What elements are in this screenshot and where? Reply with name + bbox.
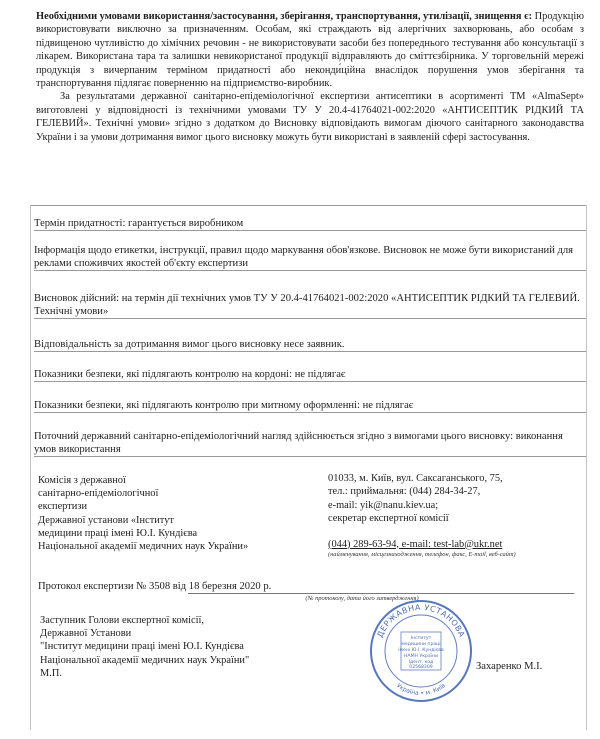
validity-row: Висновок дійсний: на термін дії технічних умов ТУ У 20.4-41764021-002:2020 «АНТИСЕПТИК РІДКИЙ ТА ГЕЛЕВИЙ. Технічні умови» xyxy=(34,292,586,319)
signatory-block xyxy=(40,614,340,680)
customs-control-row: Показники безпеки, які підлягають контролю при митному оформленні: не підлягає xyxy=(34,399,586,413)
stamp-inner-line: НАМН України xyxy=(403,654,439,659)
usage-conditions xyxy=(36,10,584,90)
usage-conditions-body: Продукцію використовувати виключно за призначенням. Особам, які страждають від алергічних захворювань, або особам з підвищеною чутливістю до хімічних речовин - не використовувати засоби без попереднього тестування або консультації з лікарем. Використана тара та залишки невикористаної продукції відправляють до сміттєзбірника. У торговельній мережі продукція з вичерпаним терміном придатності або неконди́ційна внаслідок порушення умов зберігання та транспортування підлягає поверненню на підприємство-виробник. xyxy=(36,11,584,90)
commission-line: Національної академії медичних наук України» xyxy=(38,541,249,553)
intro-section xyxy=(36,10,584,144)
frame-top-border xyxy=(30,205,587,206)
border-control-row: Показники безпеки, які підлягають контролю на кордоні: не підлягає xyxy=(34,368,586,382)
signatory-line: "Інститут медицини праці імені Ю.І. Кундієва xyxy=(40,641,244,653)
seal-place-label: М.П. xyxy=(40,667,62,679)
responsibility-row: Відповідальність за дотримання вимог цього висновку несе заявник. xyxy=(34,338,586,352)
stamp-inner-line: імені Ю.І. Кундієва xyxy=(398,648,444,653)
commission-address: 01033, м. Київ, вул. Саксаганського, 75, xyxy=(328,473,503,484)
supervision-row: Поточний державний санітарно-епідеміологічний нагляд здійснюється згідно з вимогами цього висновку: виконання умов використання xyxy=(34,430,586,457)
secretary-contacts: (044) 289-63-94, e-mail: test-lab@ukr.net xyxy=(328,538,503,550)
expertise-conclusion: За результатами державної санітарно-епідеміологічної експертизи антисептики в асортименті ТМ «AlmaSept» виготовлені у відповідності із технічними умовами ТУ У 20.4-41764021-002:2020 «АНТИСЕПТИК РІДКИЙ ТА ГЕЛЕВИЙ». Технічні умови» згідно з додатком до Висновку відповідають вимогам діючого санітарного законодавства України і за умови дотримання вимог цього висновку можуть бути використані в заявленій сфері застосування. xyxy=(36,91,584,143)
stamp-inner-line: медицини праці xyxy=(401,642,441,647)
labeling-row: Інформація щодо етикетки, інструкції, правил щодо маркування обов'язкове. Висновок не може бути використаний для реклами споживчих якостей об'єкту експертизи xyxy=(34,244,586,271)
frame-left-border xyxy=(30,205,31,730)
stamp-bottom-text: Україна • м. Київ xyxy=(395,682,447,698)
contacts-note: (найменування, місцезнаходження, телефон, факс, E-mail, веб-сайт) xyxy=(328,551,516,559)
commission-line: експертизи xyxy=(38,501,88,513)
commission-secretary: секретар експертної комісії xyxy=(328,513,449,525)
protocol-note: (№ протоколу, дата його затвердження) xyxy=(305,595,419,602)
commission-line: Державної установи «Інститут xyxy=(38,514,174,526)
shelf-life-row: Термін придатності: гарантується виробником xyxy=(34,217,586,231)
stamp-outer-text: ДЕРЖАВНА УСТАНОВА xyxy=(375,602,467,639)
protocol-underline xyxy=(188,593,574,594)
usage-conditions-heading: Необхідними умовами використання/застосування, зберігання, транспортування, утилізації, знищення є: xyxy=(36,11,533,22)
commission-phone: тел.: приймальня: (044) 284-34-27, xyxy=(328,486,481,498)
signatory-line: Заступник Голови експертної комісії, xyxy=(40,615,204,626)
stamp-inner-line: 02568309 xyxy=(409,665,433,670)
commission-email: e-mail: yik@nanu.kiev.ua; xyxy=(328,499,439,511)
commission-name xyxy=(38,474,298,553)
commission-line: санітарно-епідеміологічної xyxy=(38,488,159,500)
signatory-name: Захаренко М.І. xyxy=(476,661,543,672)
stamp-inner-line: Інститут xyxy=(410,636,432,641)
stamp-inner-line: Ідент. код xyxy=(408,660,434,665)
signatory-line: Державної Установи xyxy=(40,628,132,640)
signatory-line: Національної академії медичних наук України" xyxy=(40,654,250,666)
official-stamp xyxy=(368,598,474,704)
commission-contacts xyxy=(328,472,578,559)
protocol-line-text: Протокол експертизи № 3508 від 18 березня 2020 р. xyxy=(38,581,272,592)
commission-line: медицини праці імені Ю.І. Кундієва xyxy=(38,527,198,539)
commission-line: Комісія з державної xyxy=(38,475,126,486)
frame-right-border xyxy=(586,205,587,730)
